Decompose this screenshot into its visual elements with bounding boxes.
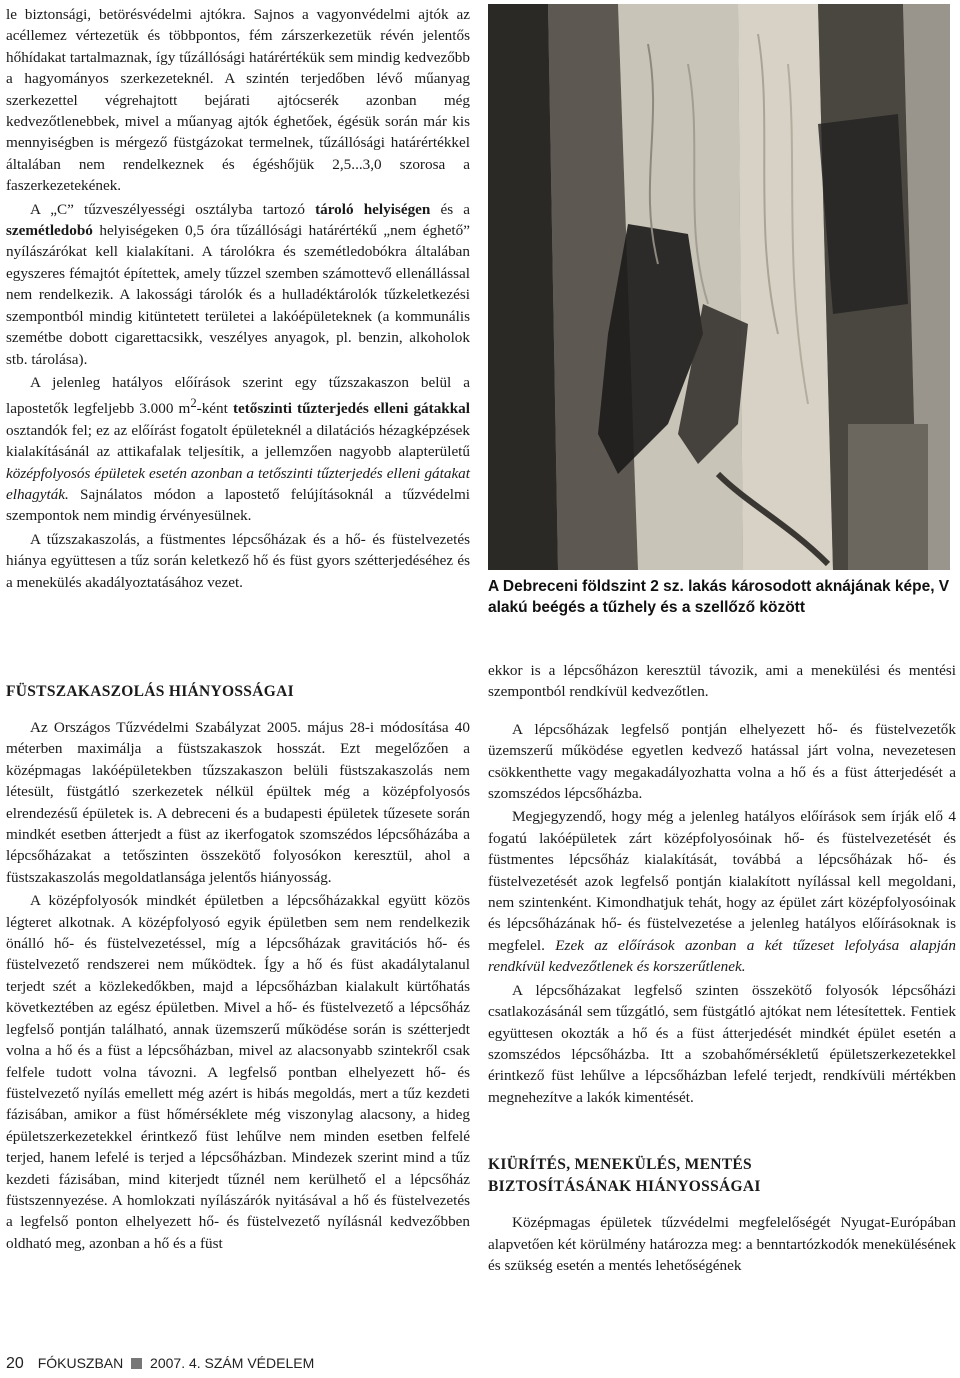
paragraph: A jelenleg hatályos előírások szerint egy tűzszakaszon belül a lapostetők legfeljebb 3.000 $m^2$-ként tetőszinti tűzterjedés elleni gátakkal osztandók fel; ez az előírást fogatolt épületeknél a dilatációs hézagképzések kialakításánál az attikafalak teljesítik, a jellemzően nagyobb alapterületű középfolyosós épületek esetén azonban a tetőszinti tűzterjedés elleni gátakat elhagyták. Sajnálatos módon a lapostető felújításoknál a tűzvédelmi szempontok nem mindig érvényesülnek. (6, 373, 470, 525)
left-column-lower (6, 681, 470, 1254)
paragraph: A középfolyosók mindkét épületben a lépcsőházakkal együtt közös légteret alkotnak. A középfolyosó egyik épületben sem nem rendelkezik önálló hő- és füstelvezetéssel, míg a lépcsőházak gravitációs hő- és füstelvezető rendszerei nem működtek. Így a hő és füst akadálytalanul terjedt szét a közlekedőkben, majd a lépcsőházban kialakult kürtőhatás következtében az egész épületben. Mivel a hő- és füstelvezető a lépcsőház legfelső pontján található, annak üzemszerű működése során is szétterjedt volna a hő és a füst a lépcsőházban, mivel az alacsonyabb szintekről csak felfele tudott volna távozni. A legfelső pontban elhelyezett hő- és füstelvezető nyílás emellett még azért is hibás megoldás, mert a tűz kezdeti fázisában, amikor a füst hőmérséklete még viszonylag alacsony, a hideg épületszerkezetekkel érintkező füst lehűlve nem minden esetben felfelé terjed, hanem lefelé is terjed a lépcsőházban. Mindezek szerint mind a tűz kezdeti fázisában, mind kiterjedt tűznél nem kerülhető el a lépcsőház füstszennyezése. A homlokzati nyílászárók nyitásával a hő és füstelvezetés a legfelső ponton elhelyezett hő- és füstelvezető nyílásnál kedvezőbben oldható meg, azonban a hő és a füst (6, 892, 470, 1252)
section-heading: KIÜRÍTÉS, MENEKÜLÉS, MENTÉS BIZTOSÍTÁSÁNAK HIÁNYOSSÁGAI (488, 1156, 761, 1196)
page-footer (6, 1355, 314, 1373)
right-column (488, 660, 956, 1276)
issue-info: 2007. 4. SZÁM VÉDELEM (150, 1355, 315, 1371)
page-number: 20 (6, 1355, 24, 1372)
paragraph: Megjegyzendő, hogy még a jelenleg hatályos előírások sem írják elő 4 fogatú lakóépületek zárt középfolyosóinak hő- és füstelvezetését és füstmentes lépcsőház kialakítását, továbbá a lépcsőházak hő- és füstelvezetését azok legfelső pontján kialakított nyílással kell megoldani, nem szintenként. Kimondhatjuk tehát, hogy az épület zárt középfolyosóinak és lépcsőházának hő- és füstelvezetése a jelenleg hatályos előírásoknak is megfelel. Ezek az előírások azonban a két tűzeset lefolyása alapján rendkívül kedvezőtlenek és korszerűtlenek. (488, 808, 956, 976)
figure-caption: A Debreceni földszint 2 sz. lakás károsodott aknájának képe, V alakú beégés a tűzhely és a szellőző között (488, 578, 950, 616)
paragraph: A lépcsőházak legfelső pontján elhelyezett hő- és füstelvezetők üzemszerű működése egyetlen kedvező hatással járt volna, nevezetesen csökkenthette vagy megakadályozhatta volna a hő és a füst átterjedését a szomszédos lépcsőházba. (488, 720, 956, 803)
magazine-name: FÓKUSZBAN (37, 1355, 124, 1371)
left-column-upper (6, 4, 470, 593)
paragraph: A lépcsőházakat legfelső szinten összekötő folyosók lépcsőházi csatlakozásánál sem tűzgátló, sem füstgátló ajtókat nem létesítettek. Fentiek együttesen okozták a hő és a füst átterjedését mindkét épület esetén a szomszédos lépcsőházba. Itt a szobahőmérsékletű épületszerkezetekkel érintkező füst lehűlve a lépcsőházban lefelé terjedt, rendkívüli mértékben megnehezítve a lakók kimentését. (488, 981, 956, 1106)
square-separator-icon (131, 1358, 142, 1369)
paragraph: A tűzszakaszolás, a füstmentes lépcsőházak és a hő- és füstelvezetés hiánya együttesen a tűz során keletkező hő és füst gyors szétterjedéséhez és a menekülés akadályoztatásához vezet. (6, 530, 470, 591)
section-heading: FÜSTSZAKASZOLÁS HIÁNYOSSÁGAI (6, 683, 294, 700)
paragraph: le biztonsági, betörésvédelmi ajtókra. Sajnos a vagyonvédelmi ajtók az acéllemez vértezetük és többpontos, fém zárszerkezetük révén jelentős hőhídakat tartalmaznak, így tűzállósági határértékük sem mindig kedvezőbb a hagyományos szerkezeteknél. A szintén terjedőben lévő műanyag szerkezettel végrehajtott bejárati ajtócserék azonban még kedvezőtlenebbek, mivel a műanyag ajtók éghetőek, égésük során már kis mennyiségben is mérgező füstgázokat termelnek, tűzállósági határértékkel általában nem rendelkeznek és égéshőjük 2,5...3,0 szorosa a faszerkezetekének. (6, 6, 470, 195)
paragraph: Középmagas épületek tűzvédelmi megfelelőségét Nyugat-Európában alapvetően két körülmény határozza meg: a benntartózkodók menekülésének és szükség esetén a mentés lehetőségének (488, 1214, 956, 1274)
paragraph: Az Országos Tűzvédelmi Szabályzat 2005. május 28-i módosítása 40 méterben maximálja a füstszakaszok hosszát. Ezt megelőzően a középmagas lakóépületekben tűzszakaszon belüli füstszakaszolás nem létesült, füstgátló szerkezetek nélkül épültek még a középfolyosós elrendezésű épületek is. A debreceni és a budapesti épületek tűzesete során mindkét esetben átterjedt a füst az ikerfogatok szomszédos lépcsőházába a lépcsőházakat a tetőszinten összekötő folyosókon keresztül, ahol a füstszakaszolás megoldatlansága jelentős hiányosság. (6, 719, 470, 886)
paragraph: A „C” tűzveszélyességi osztályba tartozó tároló helyiségen és a szemétledobó helyiségeken 0,5 óra tűzállósági határértékű „nem éghető” nyílászárókat kell kialakítani. A tárolókra és szemétledobókra általában egyszeres fémajtót építettek, amely tűzzel szemben számottevő ellenállással nem rendelkezik. A lakossági tárolók és a hulladéktárolók tűzkeletkezési szempontból mindig kitüntetett területei a lakóépületeknek (a kommunális szemétbe dobott cigarettacsikk, veszélyes anyagok, pl. benzin, alkoholok stb. tárolása). (6, 200, 470, 368)
damaged-shaft-photo (488, 4, 950, 570)
photo-illustration (488, 4, 950, 570)
paragraph: ekkor is a lépcsőházon keresztül távozik, ami a menekülési és mentési szempontból rendkívül kedvezőtlen. (488, 662, 956, 701)
